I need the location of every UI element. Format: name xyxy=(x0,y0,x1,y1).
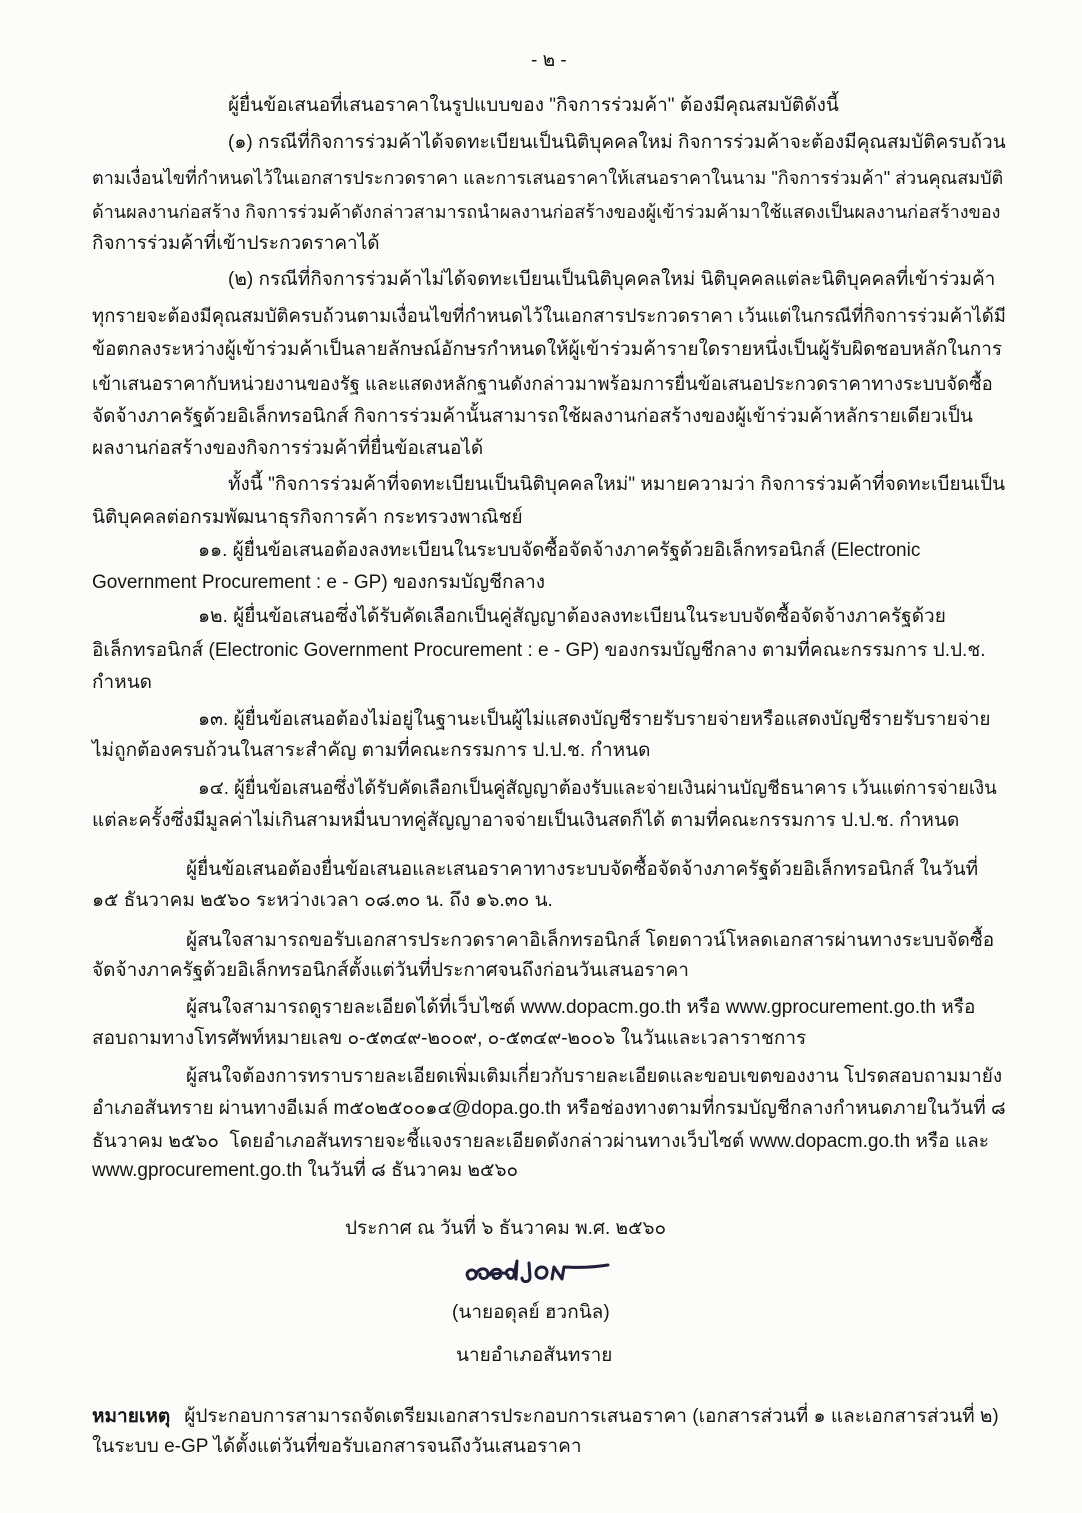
inquiry-line: อำเภอสันทราย ผ่านทางอีเมล์ m๕๐๒๕๐๐๑๔@dopa.go.th หรือช่องทางตามที่กรมบัญชีกลางกำหนดภายในวันที่ ๘ xyxy=(92,1098,1006,1119)
clause-11-line: ๑๑. ผู้ยื่นข้อเสนอต้องลงทะเบียนในระบบจัดซื้อจัดจ้างภาครัฐด้วยอิเล็กทรอนิกส์ (Electronic xyxy=(198,540,921,561)
clause-12-line: ๑๒. ผู้ยื่นข้อเสนอซึ่งได้รับคัดเลือกเป็นคู่สัญญาต้องลงทะเบียนในระบบจัดซื้อจัดจ้างภาครัฐด้วย xyxy=(198,606,946,627)
announcement-date: ประกาศ ณ วันที่ ๖ ธันวาคม พ.ศ. ๒๕๖๐ xyxy=(345,1218,667,1239)
clause-13-line: ไม่ถูกต้องครบถ้วนในสาระสำคัญ ตามที่คณะกรรมการ ป.ป.ช. กำหนด xyxy=(92,740,651,761)
jv-definition-line: ทั้งนี้ "กิจการร่วมค้าที่จดทะเบียนเป็นนิติบุคคลใหม่" หมายความว่า กิจการร่วมค้าที่จดทะเบียนเป็น xyxy=(228,474,1006,495)
clause-12-line: กำหนด xyxy=(92,672,153,693)
jv-case2-line: ทุกรายจะต้องมีคุณสมบัติครบถ้วนตามเงื่อนไขที่กำหนดไว้ในเอกสารประกวดราคา เว้นแต่ในกรณีที่กิจการร่วมค้าได้มี xyxy=(92,305,1006,326)
website-info-line: สอบถามทางโทรศัพท์หมายเลข ๐-๕๓๔๙-๒๐๐๙, ๐-๕๓๔๙-๒๐๐๖ ในวันและเวลาราชการ xyxy=(92,1028,807,1049)
inquiry-line: ธันวาคม ๒๕๖๐ โดยอำเภอสันทรายจะชี้แจงรายละเอียดดังกล่าวผ่านทางเว็บไซต์ www.dopacm.go.th หรือ และ xyxy=(92,1131,989,1152)
note-line: ในระบบ e-GP ได้ตั้งแต่วันที่ขอรับเอกสารจนถึงวันเสนอราคา xyxy=(92,1436,582,1457)
note-line xyxy=(92,1403,1010,1431)
jv-case1-line: (๑) กรณีที่กิจการร่วมค้าได้จดทะเบียนเป็นนิติบุคคลใหม่ กิจการร่วมค้าจะต้องมีคุณสมบัติครบถ้วน xyxy=(228,132,1006,153)
jv-case2-line: ผลงานก่อสร้างของกิจการร่วมค้าที่ยื่นข้อเสนอได้ xyxy=(92,438,484,459)
download-line: ผู้สนใจสามารถขอรับเอกสารประกวดราคาอิเล็กทรอนิกส์ โดยดาวน์โหลดเอกสารผ่านทางระบบจัดซื้อ xyxy=(186,930,995,951)
clause-13-line: ๑๓. ผู้ยื่นข้อเสนอต้องไม่อยู่ในฐานะเป็นผู้ไม่แสดงบัญชีรายรับรายจ่ายหรือแสดงบัญชีรายรับรายจ่าย xyxy=(198,709,991,730)
page-number: - ๒ - xyxy=(531,50,567,71)
clause-14-line: แต่ละครั้งซึ่งมีมูลค่าไม่เกินสามหมื่นบาทคู่สัญญาอาจจ่ายเป็นเงินสดก็ได้ ตามที่คณะกรรมการ ป.ป.ช. กำหนด xyxy=(92,810,960,831)
jv-case2-line: จัดจ้างภาครัฐด้วยอิเล็กทรอนิกส์ กิจการร่วมค้านั้นสามารถใช้ผลงานก่อสร้างของผู้เข้าร่วมค้าหลักรายเดียวเป็น xyxy=(92,406,973,427)
jv-case1-line: กิจการร่วมค้าที่เข้าประกวดราคาได้ xyxy=(92,233,380,254)
jv-intro-line: ผู้ยื่นข้อเสนอที่เสนอราคาในรูปแบบของ "กิจการร่วมค้า" ต้องมีคุณสมบัติดังนี้ xyxy=(228,95,839,116)
jv-case1-line: ด้านผลงานก่อสร้าง กิจการร่วมค้าดังกล่าวสามารถนำผลงานก่อสร้างของผู้เข้าร่วมค้ามาใช้แสดงเป็นผลงานก่อสร้างของ xyxy=(92,202,1001,222)
download-line: จัดจ้างภาครัฐด้วยอิเล็กทรอนิกส์ตั้งแต่วันที่ประกาศจนถึงก่อนวันเสนอราคา xyxy=(92,960,689,981)
submission-line: ๑๕ ธันวาคม ๒๕๖๐ ระหว่างเวลา ๐๘.๓๐ น. ถึง ๑๖.๓๐ น. xyxy=(92,890,553,911)
note-text: ผู้ประกอบการสามารถจัดเตรียมเอกสารประกอบการเสนอราคา (เอกสารส่วนที่ ๑ และเอกสารส่วนที่ ๒) xyxy=(184,1406,999,1427)
jv-case1-line: ตามเงื่อนไขที่กำหนดไว้ในเอกสารประกวดราคา และการเสนอราคาให้เสนอราคาในนาม "กิจการร่วมค้า" ส่วนคุณสมบัติ xyxy=(92,168,1004,188)
clause-12-line: อิเล็กทรอนิกส์ (Electronic Government Procurement : e - GP) ของกรมบัญชีกลาง ตามที่คณะกรรมการ ป.ป.ช. xyxy=(92,640,986,661)
jv-definition-line: นิติบุคคลต่อกรมพัฒนาธุรกิจการค้า กระทรวงพาณิชย์ xyxy=(92,507,523,528)
note-label: หมายเหตุ xyxy=(92,1406,171,1427)
jv-case2-line: (๒) กรณีที่กิจการร่วมค้าไม่ได้จดทะเบียนเป็นนิติบุคคลใหม่ นิติบุคคลแต่ละนิติบุคคลที่เข้าร่วมค้า xyxy=(228,269,996,290)
signatory-title: นายอำเภอสันทราย xyxy=(456,1345,613,1366)
inquiry-line: www.gprocurement.go.th ในวันที่ ๘ ธันวาคม ๒๕๖๐ xyxy=(92,1160,519,1181)
signature xyxy=(462,1253,612,1293)
jv-case2-line: ข้อตกลงระหว่างผู้เข้าร่วมค้าเป็นลายลักษณ์อักษรกำหนดให้ผู้เข้าร่วมค้ารายใดรายหนึ่งเป็นผู้รับผิดชอบหลักในการ xyxy=(92,339,1003,360)
inquiry-line: ผู้สนใจต้องการทราบรายละเอียดเพิ่มเติมเกี่ยวกับรายละเอียดและขอบเขตของงาน โปรดสอบถามมายัง xyxy=(186,1066,1003,1087)
website-info-line: ผู้สนใจสามารถดูรายละเอียดได้ที่เว็บไซต์ www.dopacm.go.th หรือ www.gprocurement.go.th หรือ xyxy=(186,997,976,1018)
signatory-name: (นายอดุลย์ ฮวกนิล) xyxy=(452,1302,610,1323)
clause-14-line: ๑๔. ผู้ยื่นข้อเสนอซึ่งได้รับคัดเลือกเป็นคู่สัญญาต้องรับและจ่ายเงินผ่านบัญชีธนาคาร เว้นแต่การจ่ายเงิน xyxy=(198,777,997,798)
submission-line: ผู้ยื่นข้อเสนอต้องยื่นข้อเสนอและเสนอราคาทางระบบจัดซื้อจัดจ้างภาครัฐด้วยอิเล็กทรอนิกส์ ในวันที่ xyxy=(186,859,979,880)
clause-11-line: Government Procurement : e - GP) ของกรมบัญชีกลาง xyxy=(92,572,546,593)
jv-case2-line: เข้าเสนอราคากับหน่วยงานของรัฐ และแสดงหลักฐานดังกล่าวมาพร้อมการยื่นข้อเสนอประกวดราคาทางระบบจัดซื้อ xyxy=(92,373,993,394)
